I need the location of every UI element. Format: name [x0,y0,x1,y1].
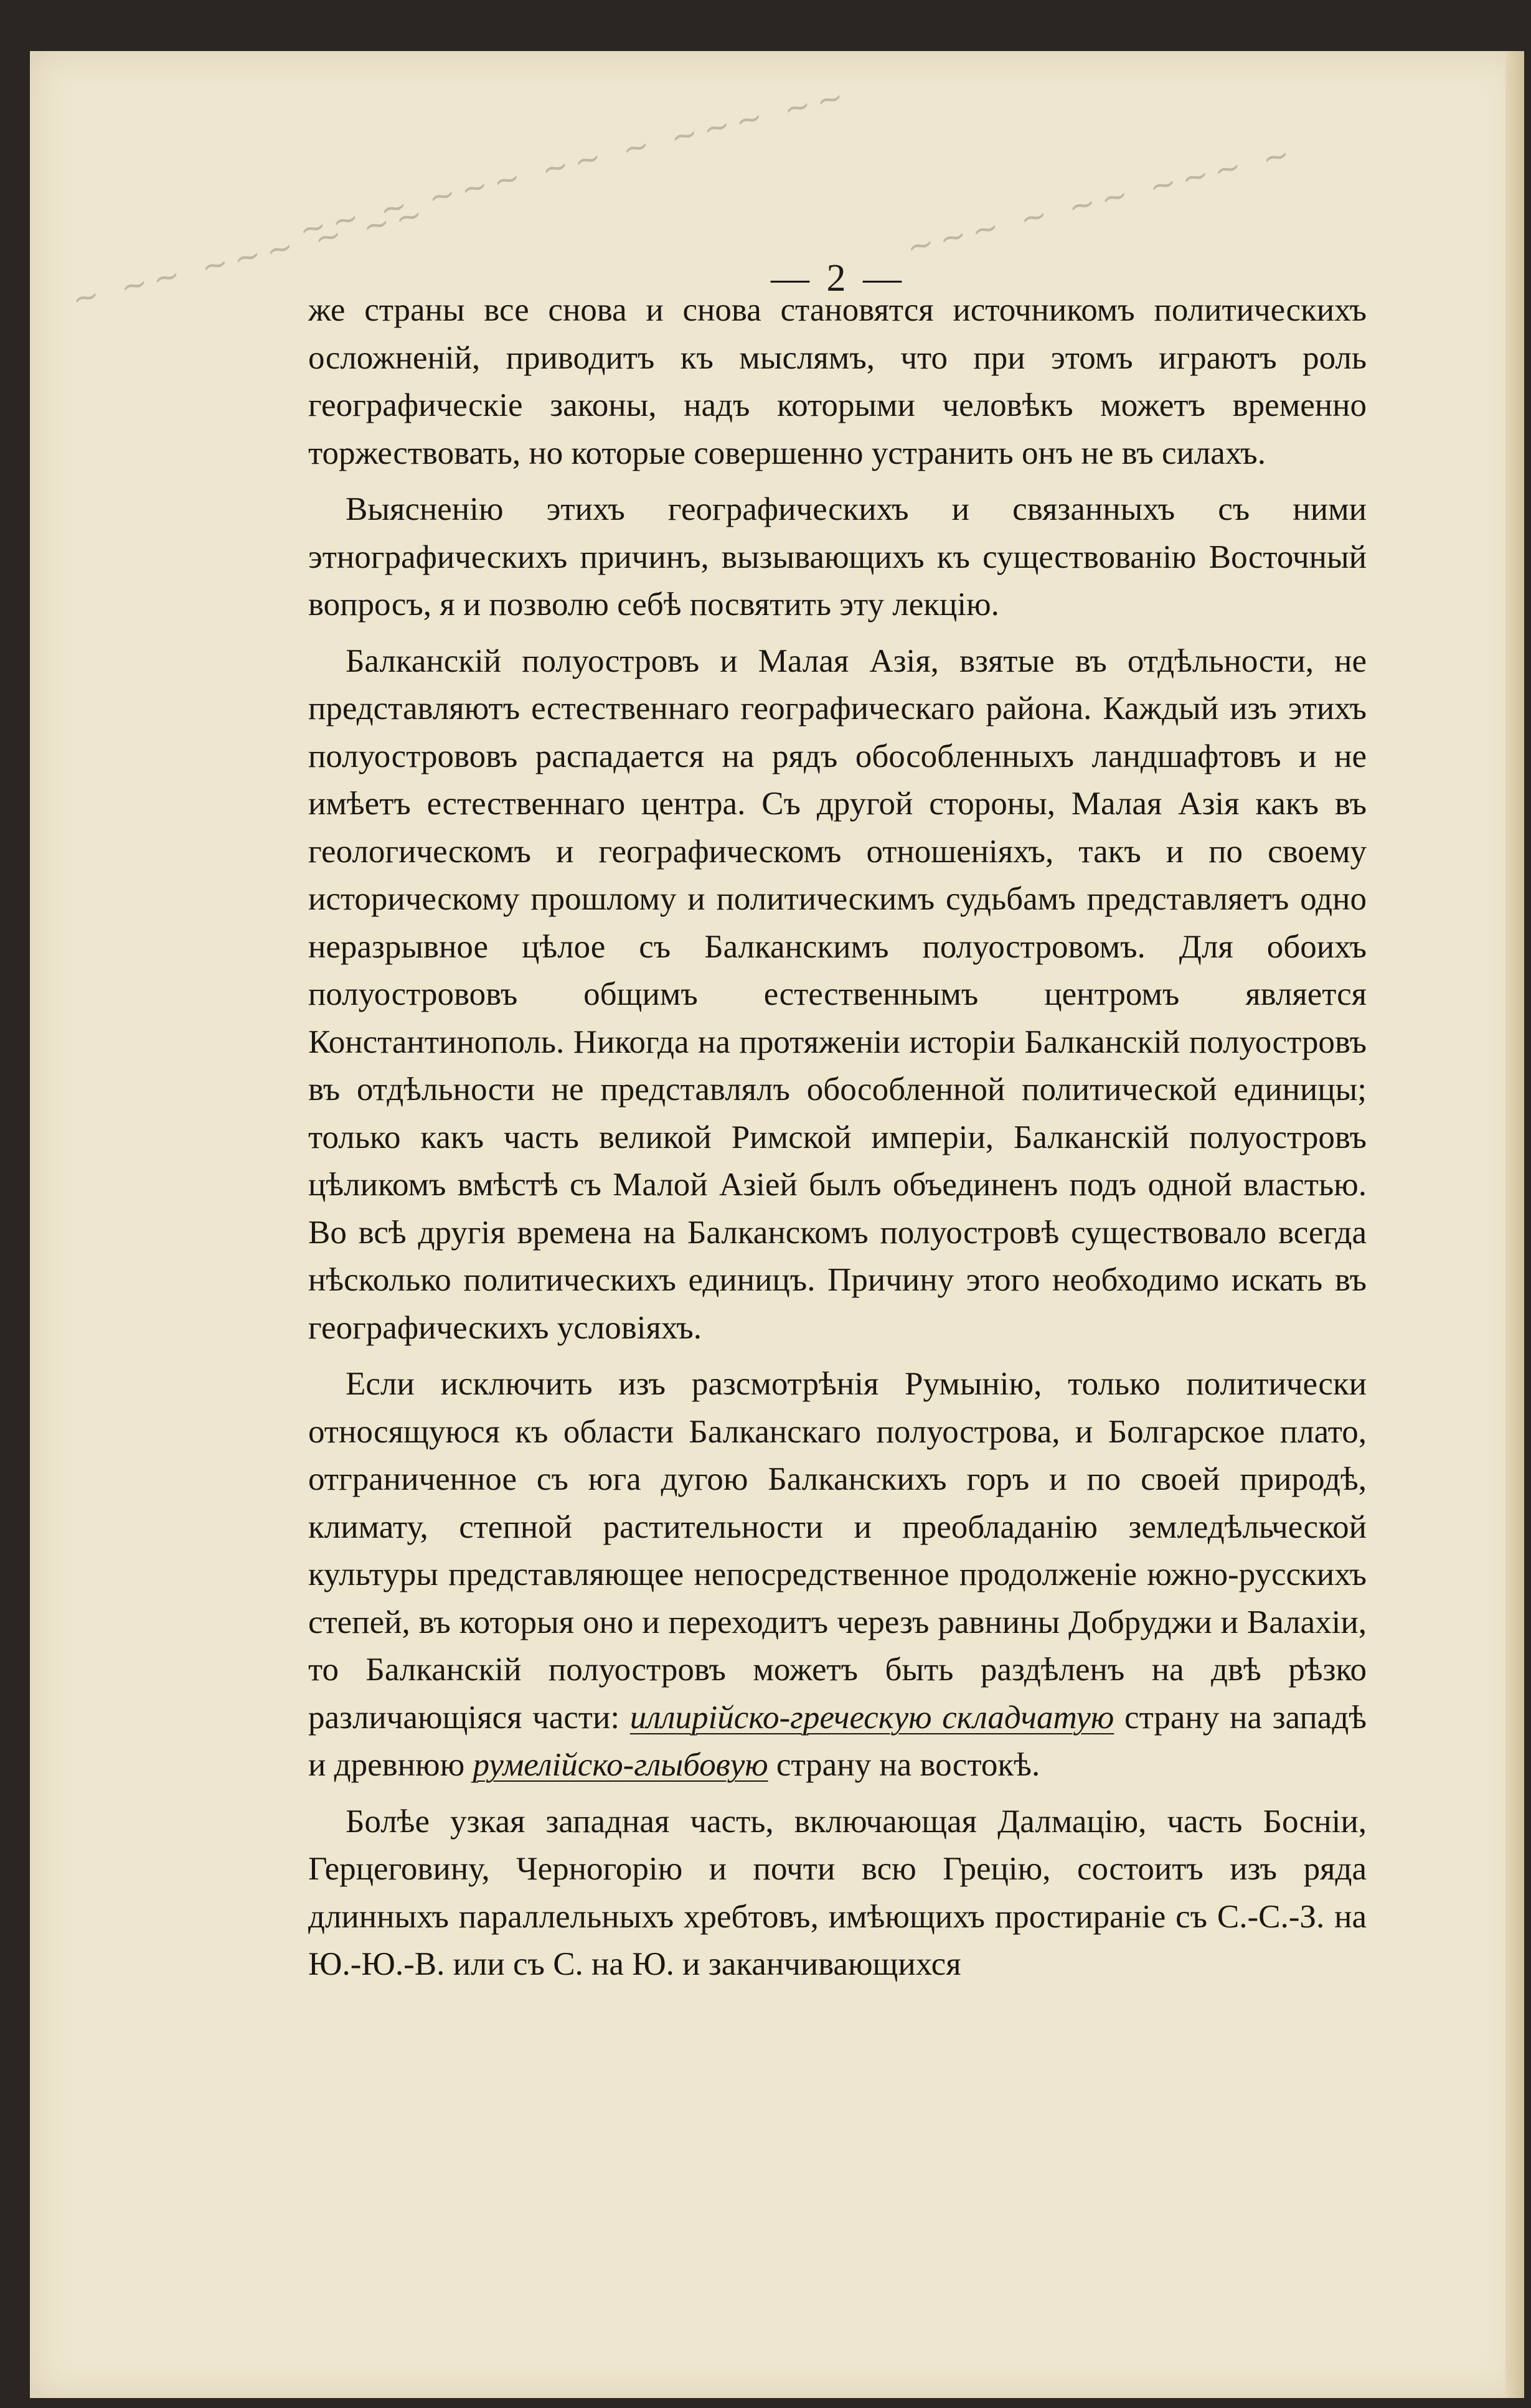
page-number: — 2 — [771,257,905,299]
paragraph [308,1360,1367,1789]
paragraph-text: страну на востокѣ. [768,1747,1040,1783]
paragraph: Выясненію этихъ географическихъ и связанныхъ съ ними этнографическихъ причинъ, вызывающихъ къ существованію Восточный вопросъ, я и позволю себѣ посвятить эту лекцію. [308,491,1367,623]
bleed-through-ink: ~~ ~ ~~~ ~~ ~ ~~~ ~~ [295,76,854,250]
paragraph-text: Если исключить изъ разсмотрѣнія Румынію, только политически относящуюся къ области Балканскаго полуострова, и Болгарское плато, отграниченное съ юга дугою Балканскихъ горъ и по своей природѣ, климату, степной растительности и преобладанію земледѣльческой культуры представляющее непосредственное продолженіе южно-русскихъ степей, въ которыя оно и переходитъ черезъ равнины Добруджи и Валахіи, то Балканскій полуостровъ можетъ быть раздѣленъ на двѣ рѣзко различающіяся части: [308,1366,1367,1736]
bleed-through-ink: ~ ~~ ~~~ ~ ~~ [68,194,433,319]
body-text [308,286,1367,1997]
emphasized-term: румелійско-глыбовую [473,1747,768,1783]
bleed-through-ink: ~~~ ~ ~~ ~~~ ~ [903,134,1300,267]
paragraph: же страны все снова и снова становятся источникомъ политическихъ осложненій, приводитъ къ мыслямъ, что при этомъ играютъ роль географическіе законы, надъ которыми человѣкъ можетъ временно торжествовать, но которые совершенно устранить онъ не въ силахъ. [308,292,1367,471]
emphasized-term: иллирійско-греческую складчатую [629,1699,1114,1736]
paragraph: Болѣе узкая западная часть, включающая Далмацію, часть Босніи, Герцеговину, Черногорію и почти всю Грецію, состоитъ изъ ряда длинныхъ параллельныхъ хребтовъ, имѣющихъ простираніе съ С.-С.-З. на Ю.-Ю.-В. или съ С. на Ю. и заканчивающихся [308,1803,1367,1982]
page-edge [1505,51,1524,2398]
paragraph: Балканскій полуостровъ и Малая Азія, взятые въ отдѣльности, не представляютъ естественнаго географическаго района. Каждый изъ этихъ полуострововъ распадается на рядъ обособленныхъ ландшафтовъ и не имѣетъ естественнаго центра. Съ другой стороны, Малая Азія какъ въ геологическомъ и географическомъ отношеніяхъ, такъ и по своему историческому прошлому и политическимъ судьбамъ представляетъ одно неразрывное цѣлое съ Балканскимъ полуостровомъ. Для обоихъ полуострововъ общимъ естественнымъ центромъ является Константинополь. Никогда на протяженіи исторіи Балканскій полуостровъ въ отдѣльности не представлялъ обособленной политической единицы; только какъ часть великой Римской имперіи, Балканскій полуостровъ цѣликомъ вмѣстѣ съ Малой Азіей былъ объединенъ подъ одной властью. Во всѣ другія времена на Балканскомъ полуостровѣ существовало всегда нѣсколько политическихъ единицъ. Причину этого необходимо искать въ географическихъ условіяхъ. [308,642,1367,1346]
paragraph-text: страну на западѣ и древнюю [308,1699,1367,1783]
